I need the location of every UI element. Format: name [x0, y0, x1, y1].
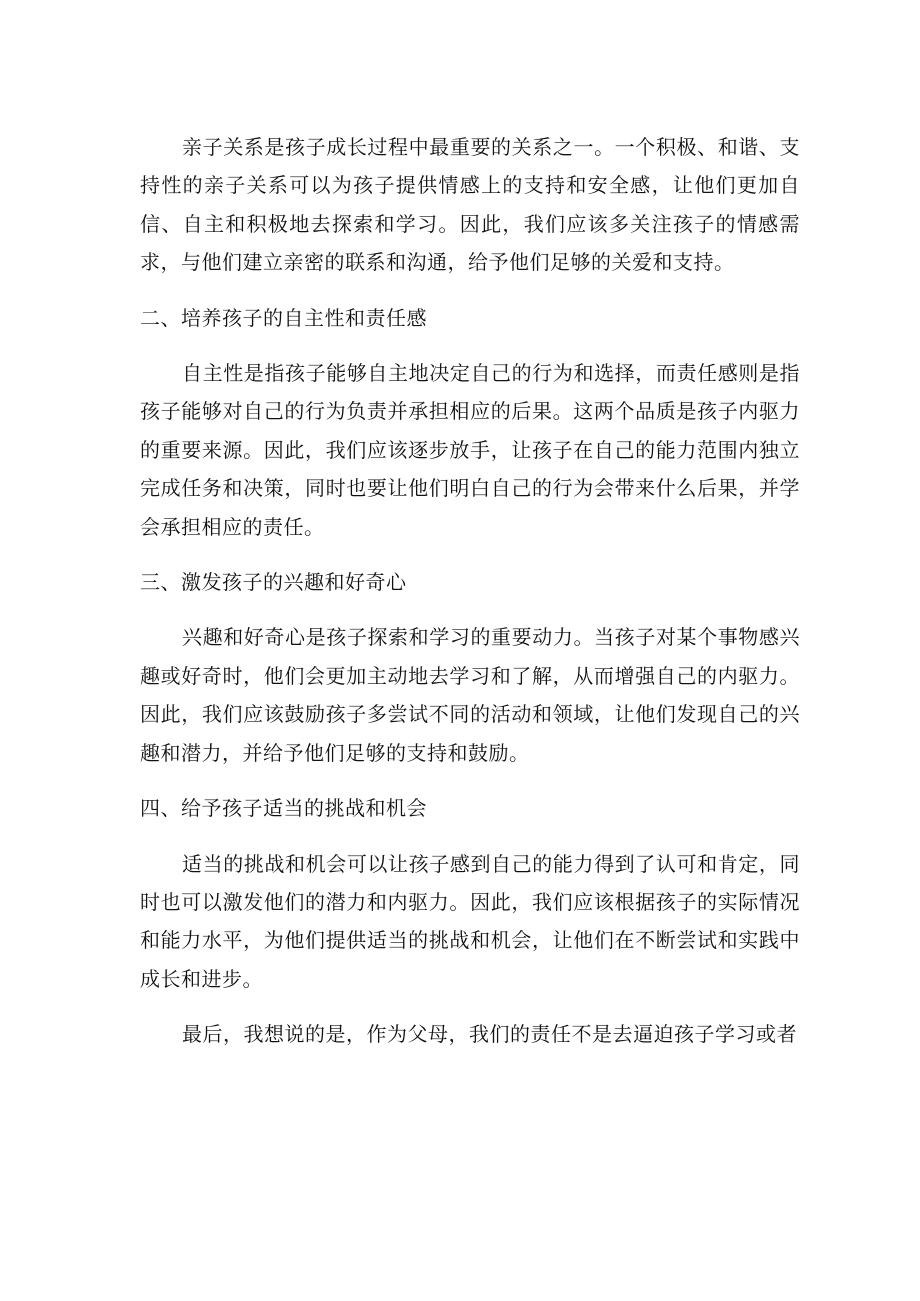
paragraph-conclusion: 最后，我想说的是，作为父母，我们的责任不是去逼迫孩子学习或者 [182, 1022, 797, 1047]
paragraph-interest-curiosity: 兴趣和好奇心是孩子探索和学习的重要动力。当孩子对某个事物感兴趣或好奇时，他们会更加主动地去学习和了解，从而增强自己的内驱力。因此，我们应该鼓励孩子多尝试不同的活动和领域，让他们发现自己的兴趣和潜力，并给予他们足够的支持和鼓励。 [140, 625, 800, 765]
spacer [140, 282, 800, 299]
document-body [140, 128, 800, 1054]
paragraph-autonomy-responsibility: 自主性是指孩子能够自主地决定自己的行为和选择，而责任感则是指孩子能够对自己的行为负责并承担相应的后果。这两个品质是孩子内驱力的重要来源。因此，我们应该逐步放手，让孩子在自己的能力范围内独立完成任务和决策，同时也要让他们明白自己的行为会带来什么后果，并学会承担相应的责任。 [140, 361, 800, 539]
spacer [140, 998, 800, 1015]
spacer [140, 828, 800, 845]
spacer [140, 772, 800, 789]
spacer [140, 546, 800, 563]
section-heading-challenges: 四、给予孩子适当的挑战和机会 [140, 796, 427, 821]
paragraph-challenges-opportunities: 适当的挑战和机会可以让孩子感到自己的能力得到了认可和肯定，同时也可以激发他们的潜力和内驱力。因此，我们应该根据孩子的实际情况和能力水平，为他们提供适当的挑战和机会，让他们在不断尝试和实践中成长和进步。 [140, 851, 800, 991]
spacer [140, 601, 800, 618]
paragraph-parent-child-relationship: 亲子关系是孩子成长过程中最重要的关系之一。一个积极、和谐、支持性的亲子关系可以为孩子提供情感上的支持和安全感，让他们更加自信、自主和积极地去探索和学习。因此，我们应该多关注孩子的情感需求，与他们建立亲密的联系和沟通，给予他们足够的关爱和支持。 [140, 135, 800, 275]
section-heading-interest: 三、激发孩子的兴趣和好奇心 [140, 570, 407, 595]
spacer [140, 337, 800, 354]
section-heading-autonomy: 二、培养孩子的自主性和责任感 [140, 305, 427, 330]
